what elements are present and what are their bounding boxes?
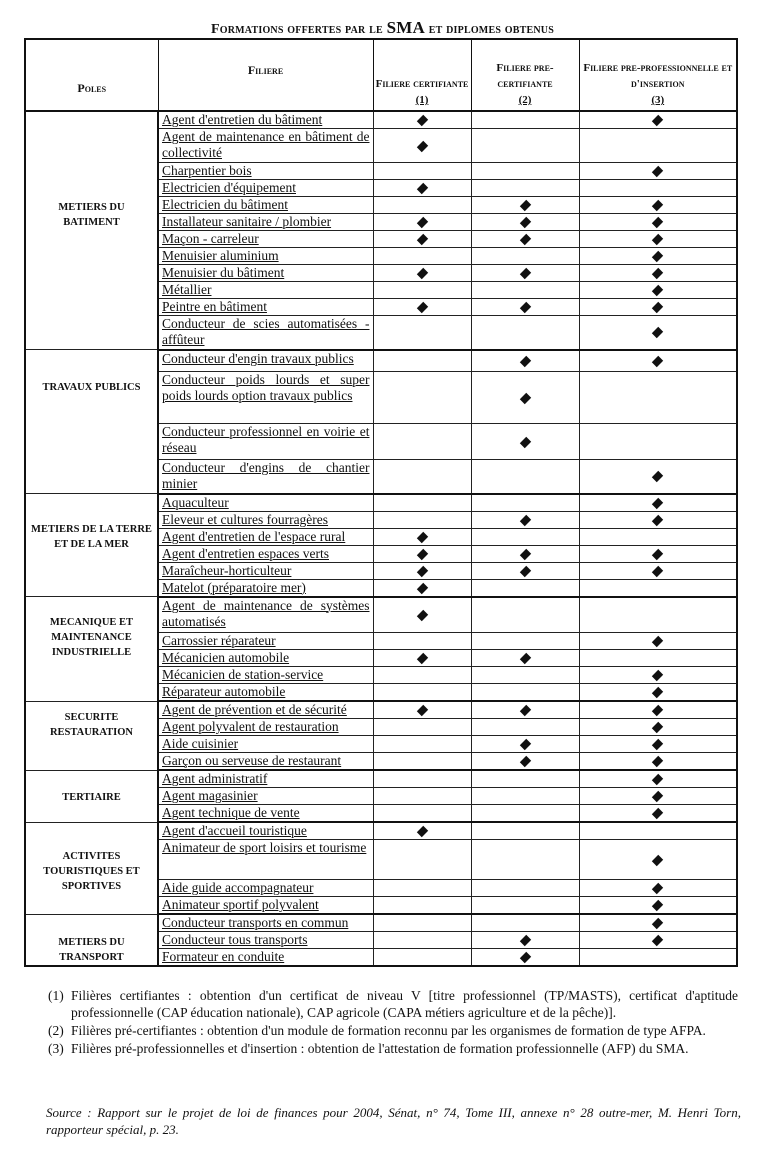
diamond-icon xyxy=(416,302,427,313)
diamond-icon xyxy=(416,140,427,151)
diamond-icon xyxy=(652,497,663,508)
diamond-icon xyxy=(652,918,663,929)
mark-cell-col2 xyxy=(471,231,579,248)
diamond-icon xyxy=(652,356,663,367)
header-col2 xyxy=(471,39,579,111)
title-part: Formations offertes par le xyxy=(211,22,387,37)
footnote-number: (3) xyxy=(48,1041,64,1056)
diamond-icon xyxy=(519,952,530,963)
mark-cell-col2 xyxy=(471,197,579,214)
diamond-icon xyxy=(519,756,530,767)
filiere-cell: Conducteur de scies automatisées - affûteur xyxy=(158,316,373,350)
diamond-icon xyxy=(652,565,663,576)
filiere-cell: Conducteur poids lourds et super poids lourds option travaux publics xyxy=(158,372,373,424)
diamond-icon xyxy=(519,705,530,716)
mark-cell-col3 xyxy=(579,932,737,949)
mark-cell-col2 xyxy=(471,562,579,579)
mark-cell-col1 xyxy=(373,511,471,528)
mark-cell-col2 xyxy=(471,316,579,350)
diamond-icon xyxy=(519,217,530,228)
mark-cell-col1 xyxy=(373,129,471,163)
pole-cell: TERTIAIRE xyxy=(25,770,158,822)
filiere-cell: Agent d'entretien espaces verts xyxy=(158,545,373,562)
diamond-icon xyxy=(652,251,663,262)
diamond-icon xyxy=(519,548,530,559)
mark-cell-col3 xyxy=(579,214,737,231)
diamond-icon xyxy=(416,705,427,716)
mark-cell-col1 xyxy=(373,914,471,932)
mark-cell-col1 xyxy=(373,562,471,579)
mark-cell-col2 xyxy=(471,932,579,949)
diamond-icon xyxy=(652,808,663,819)
mark-cell-col3 xyxy=(579,949,737,967)
filiere-cell: Mécanicien de station-service xyxy=(158,667,373,684)
mark-cell-col1 xyxy=(373,949,471,967)
diamond-icon xyxy=(416,183,427,194)
diamond-icon xyxy=(652,791,663,802)
header-poles: Poles xyxy=(25,39,158,111)
filiere-cell: Formateur en conduite xyxy=(158,949,373,967)
filiere-cell: Agent polyvalent de restauration xyxy=(158,719,373,736)
diamond-icon xyxy=(519,268,530,279)
header-col1-num: (1) xyxy=(415,94,429,106)
mark-cell-col1 xyxy=(373,316,471,350)
diamond-icon xyxy=(519,653,530,664)
filiere-cell: Agent de maintenance en bâtiment de collectivité xyxy=(158,129,373,163)
diamond-icon xyxy=(519,356,530,367)
header-col3 xyxy=(579,39,737,111)
mark-cell-col3 xyxy=(579,701,737,719)
diamond-icon xyxy=(416,610,427,621)
mark-cell-col1 xyxy=(373,667,471,684)
filiere-cell: Agent magasinier xyxy=(158,788,373,805)
filiere-cell: Métallier xyxy=(158,282,373,299)
mark-cell-col1 xyxy=(373,111,471,129)
filiere-cell: Matelot (préparatoire mer) xyxy=(158,579,373,597)
mark-cell-col3 xyxy=(579,914,737,932)
diamond-icon xyxy=(519,302,530,313)
filiere-cell: Menuisier du bâtiment xyxy=(158,265,373,282)
diamond-icon xyxy=(519,935,530,946)
diamond-icon xyxy=(416,268,427,279)
filiere-cell: Agent d'entretien de l'espace rural xyxy=(158,528,373,545)
mark-cell-col1 xyxy=(373,180,471,197)
mark-cell-col3 xyxy=(579,316,737,350)
mark-cell-col2 xyxy=(471,650,579,667)
mark-cell-col2 xyxy=(471,214,579,231)
filiere-cell: Conducteur tous transports xyxy=(158,932,373,949)
mark-cell-col3 xyxy=(579,562,737,579)
mark-cell-col1 xyxy=(373,897,471,915)
mark-cell-col1 xyxy=(373,932,471,949)
table-row xyxy=(25,494,737,512)
pole-cell: MECANIQUE ET MAINTENANCE INDUSTRIELLE xyxy=(25,597,158,702)
footnote-text: Filières pré-certifiantes : obtention d'un module de formation reconnu par les organismes de formation de type AFPA. xyxy=(71,1023,706,1038)
source-citation: Source : Rapport sur le projet de loi de finances pour 2004, Sénat, n° 74, Tome III, annexe n° 28 outre-mer, M. Henri Torn, rapporteur spécial, p. 23. xyxy=(46,1105,741,1137)
header-filiere: Filiere xyxy=(158,39,373,111)
mark-cell-col3 xyxy=(579,788,737,805)
mark-cell-col1 xyxy=(373,822,471,840)
mark-cell-col3 xyxy=(579,350,737,372)
header-col2-label: Filiere pre-certifiante xyxy=(496,62,554,90)
filiere-cell: Animateur de sport loisirs et tourisme xyxy=(158,840,373,880)
mark-cell-col2 xyxy=(471,840,579,880)
mark-cell-col1 xyxy=(373,788,471,805)
mark-cell-col2 xyxy=(471,129,579,163)
filiere-cell: Menuisier aluminium xyxy=(158,248,373,265)
header-col2-num: (2) xyxy=(518,94,532,106)
mark-cell-col1 xyxy=(373,372,471,424)
mark-cell-col1 xyxy=(373,214,471,231)
mark-cell-col2 xyxy=(471,770,579,788)
mark-cell-col3 xyxy=(579,736,737,753)
mark-cell-col2 xyxy=(471,949,579,967)
mark-cell-col3 xyxy=(579,840,737,880)
mark-cell-col1 xyxy=(373,248,471,265)
mark-cell-col2 xyxy=(471,579,579,597)
diamond-icon xyxy=(652,722,663,733)
mark-cell-col1 xyxy=(373,545,471,562)
pole-cell: METIERS DE LA TERRE ET DE LA MER xyxy=(25,494,158,597)
filiere-cell: Animateur sportif polyvalent xyxy=(158,897,373,915)
filiere-cell: Agent administratif xyxy=(158,770,373,788)
filiere-cell: Conducteur d'engins de chantier minier xyxy=(158,460,373,494)
diamond-icon xyxy=(519,739,530,750)
mark-cell-col3 xyxy=(579,633,737,650)
mark-cell-col3 xyxy=(579,511,737,528)
filiere-cell: Garçon ou serveuse de restaurant xyxy=(158,753,373,771)
filiere-cell: Aide guide accompagnateur xyxy=(158,880,373,897)
table-row xyxy=(25,770,737,788)
footnote-number: (1) xyxy=(48,988,64,1003)
mark-cell-col2 xyxy=(471,684,579,702)
diamond-icon xyxy=(652,670,663,681)
mark-cell-col2 xyxy=(471,897,579,915)
mark-cell-col1 xyxy=(373,753,471,771)
footnote xyxy=(48,1022,738,1039)
diamond-icon xyxy=(652,471,663,482)
mark-cell-col2 xyxy=(471,805,579,823)
mark-cell-col3 xyxy=(579,822,737,840)
mark-cell-col3 xyxy=(579,299,737,316)
table-body xyxy=(25,111,737,966)
diamond-icon xyxy=(416,565,427,576)
footnote-number: (2) xyxy=(48,1023,64,1038)
pole-cell: SECURITE RESTAURATION xyxy=(25,701,158,770)
diamond-icon xyxy=(416,531,427,542)
filiere-cell: Agent de prévention et de sécurité xyxy=(158,701,373,719)
table-row xyxy=(25,822,737,840)
mark-cell-col3 xyxy=(579,528,737,545)
mark-cell-col2 xyxy=(471,880,579,897)
diamond-icon xyxy=(652,705,663,716)
mark-cell-col1 xyxy=(373,650,471,667)
mark-cell-col1 xyxy=(373,528,471,545)
mark-cell-col1 xyxy=(373,163,471,180)
mark-cell-col3 xyxy=(579,282,737,299)
title-part: et diplomes obtenus xyxy=(425,22,554,37)
mark-cell-col1 xyxy=(373,840,471,880)
diamond-icon xyxy=(652,115,663,126)
title-sma: SMA xyxy=(386,18,425,37)
mark-cell-col3 xyxy=(579,805,737,823)
footnote xyxy=(48,1040,738,1057)
diamond-icon xyxy=(652,234,663,245)
filiere-cell: Electricien d'équipement xyxy=(158,180,373,197)
filiere-cell: Carrossier réparateur xyxy=(158,633,373,650)
mark-cell-col2 xyxy=(471,753,579,771)
mark-cell-col3 xyxy=(579,197,737,214)
mark-cell-col3 xyxy=(579,650,737,667)
page-title xyxy=(0,18,765,38)
mark-cell-col3 xyxy=(579,265,737,282)
mark-cell-col1 xyxy=(373,494,471,512)
mark-cell-col2 xyxy=(471,460,579,494)
mark-cell-col3 xyxy=(579,231,737,248)
mark-cell-col2 xyxy=(471,265,579,282)
mark-cell-col2 xyxy=(471,248,579,265)
header-col1 xyxy=(373,39,471,111)
mark-cell-col2 xyxy=(471,282,579,299)
diamond-icon xyxy=(652,774,663,785)
filiere-cell: Maraîcheur-horticulteur xyxy=(158,562,373,579)
pole-cell: METIERS DU TRANSPORT xyxy=(25,914,158,966)
mark-cell-col2 xyxy=(471,350,579,372)
filiere-cell: Eleveur et cultures fourragères xyxy=(158,511,373,528)
mark-cell-col2 xyxy=(471,719,579,736)
filiere-cell: Installateur sanitaire / plombier xyxy=(158,214,373,231)
header-col3-num: (3) xyxy=(651,94,665,106)
mark-cell-col3 xyxy=(579,880,737,897)
diamond-icon xyxy=(652,900,663,911)
diamond-icon xyxy=(652,636,663,647)
mark-cell-col2 xyxy=(471,494,579,512)
diamond-icon xyxy=(519,565,530,576)
header-col1-label: Filiere certifiante xyxy=(375,78,469,90)
filiere-cell: Aide cuisinier xyxy=(158,736,373,753)
mark-cell-col1 xyxy=(373,460,471,494)
mark-cell-col1 xyxy=(373,231,471,248)
table-row xyxy=(25,111,737,129)
mark-cell-col3 xyxy=(579,424,737,460)
mark-cell-col1 xyxy=(373,736,471,753)
mark-cell-col2 xyxy=(471,597,579,633)
mark-cell-col3 xyxy=(579,163,737,180)
diamond-icon xyxy=(652,883,663,894)
mark-cell-col3 xyxy=(579,770,737,788)
diamond-icon xyxy=(416,653,427,664)
mark-cell-col3 xyxy=(579,667,737,684)
mark-cell-col2 xyxy=(471,822,579,840)
mark-cell-col1 xyxy=(373,424,471,460)
diamond-icon xyxy=(416,826,427,837)
mark-cell-col2 xyxy=(471,528,579,545)
mark-cell-col3 xyxy=(579,111,737,129)
mark-cell-col1 xyxy=(373,701,471,719)
diamond-icon xyxy=(416,234,427,245)
filiere-cell: Mécanicien automobile xyxy=(158,650,373,667)
table-row xyxy=(25,914,737,932)
mark-cell-col2 xyxy=(471,111,579,129)
mark-cell-col1 xyxy=(373,265,471,282)
mark-cell-col3 xyxy=(579,180,737,197)
filiere-cell: Maçon - carreleur xyxy=(158,231,373,248)
mark-cell-col1 xyxy=(373,282,471,299)
mark-cell-col3 xyxy=(579,597,737,633)
mark-cell-col1 xyxy=(373,684,471,702)
diamond-icon xyxy=(652,756,663,767)
mark-cell-col2 xyxy=(471,163,579,180)
mark-cell-col1 xyxy=(373,770,471,788)
mark-cell-col3 xyxy=(579,897,737,915)
table-row xyxy=(25,597,737,633)
mark-cell-col1 xyxy=(373,579,471,597)
pole-cell: ACTIVITES TOURISTIQUES ET SPORTIVES xyxy=(25,822,158,914)
diamond-icon xyxy=(416,217,427,228)
diamond-icon xyxy=(652,548,663,559)
diamond-icon xyxy=(519,234,530,245)
diamond-icon xyxy=(652,285,663,296)
filiere-cell: Conducteur professionnel en voirie et réseau xyxy=(158,424,373,460)
filiere-cell: Electricien du bâtiment xyxy=(158,197,373,214)
diamond-icon xyxy=(652,687,663,698)
footnotes xyxy=(48,987,738,1058)
header-col3-label: Filiere pre-professionnelle et d'insertion xyxy=(583,62,733,90)
diamond-icon xyxy=(519,200,530,211)
mark-cell-col3 xyxy=(579,248,737,265)
mark-cell-col1 xyxy=(373,597,471,633)
diamond-icon xyxy=(652,268,663,279)
mark-cell-col2 xyxy=(471,633,579,650)
filiere-cell: Agent d'entretien du bâtiment xyxy=(158,111,373,129)
mark-cell-col2 xyxy=(471,545,579,562)
filiere-cell: Agent d'accueil touristique xyxy=(158,822,373,840)
mark-cell-col3 xyxy=(579,460,737,494)
diamond-icon xyxy=(652,854,663,865)
header-row xyxy=(25,39,737,111)
mark-cell-col2 xyxy=(471,180,579,197)
filiere-cell: Réparateur automobile xyxy=(158,684,373,702)
diamond-icon xyxy=(416,548,427,559)
diamond-icon xyxy=(652,302,663,313)
filiere-cell: Conducteur d'engin travaux publics xyxy=(158,350,373,372)
table-row xyxy=(25,350,737,372)
footnote-text: Filières pré-professionnelles et d'insertion : obtention de l'attestation de formation professionnelle (AFP) du SMA. xyxy=(71,1041,689,1056)
table-row xyxy=(25,701,737,719)
mark-cell-col2 xyxy=(471,788,579,805)
mark-cell-col3 xyxy=(579,719,737,736)
mark-cell-col3 xyxy=(579,684,737,702)
mark-cell-col1 xyxy=(373,350,471,372)
diamond-icon xyxy=(652,200,663,211)
diamond-icon xyxy=(416,582,427,593)
mark-cell-col1 xyxy=(373,633,471,650)
mark-cell-col2 xyxy=(471,372,579,424)
diamond-icon xyxy=(652,514,663,525)
footnote xyxy=(48,987,738,1021)
diamond-icon xyxy=(652,217,663,228)
mark-cell-col2 xyxy=(471,701,579,719)
filiere-cell: Agent de maintenance de systèmes automatisés xyxy=(158,597,373,633)
mark-cell-col2 xyxy=(471,667,579,684)
diamond-icon xyxy=(652,935,663,946)
mark-cell-col1 xyxy=(373,299,471,316)
formations-table xyxy=(24,38,738,967)
footnote-text: Filières certifiantes : obtention d'un certificat de niveau V [titre professionnel (TP/MASTS), certificat d'aptitude professionnelle (CAP éducation nationale), CAP agricole (CAPA métiers agriculture et de la pêche)]. xyxy=(71,988,738,1020)
mark-cell-col1 xyxy=(373,880,471,897)
mark-cell-col2 xyxy=(471,299,579,316)
diamond-icon xyxy=(519,392,530,403)
diamond-icon xyxy=(652,327,663,338)
mark-cell-col2 xyxy=(471,424,579,460)
mark-cell-col3 xyxy=(579,129,737,163)
mark-cell-col3 xyxy=(579,753,737,771)
diamond-icon xyxy=(652,166,663,177)
mark-cell-col2 xyxy=(471,736,579,753)
mark-cell-col1 xyxy=(373,197,471,214)
filiere-cell: Aquaculteur xyxy=(158,494,373,512)
mark-cell-col3 xyxy=(579,494,737,512)
diamond-icon xyxy=(519,436,530,447)
filiere-cell: Conducteur transports en commun xyxy=(158,914,373,932)
mark-cell-col3 xyxy=(579,545,737,562)
mark-cell-col1 xyxy=(373,719,471,736)
diamond-icon xyxy=(519,514,530,525)
pole-cell: TRAVAUX PUBLICS xyxy=(25,350,158,494)
filiere-cell: Charpentier bois xyxy=(158,163,373,180)
diamond-icon xyxy=(416,115,427,126)
mark-cell-col3 xyxy=(579,579,737,597)
filiere-cell: Agent technique de vente xyxy=(158,805,373,823)
diamond-icon xyxy=(652,739,663,750)
filiere-cell: Peintre en bâtiment xyxy=(158,299,373,316)
mark-cell-col1 xyxy=(373,805,471,823)
pole-cell: METIERS DU BATIMENT xyxy=(25,111,158,350)
mark-cell-col3 xyxy=(579,372,737,424)
mark-cell-col2 xyxy=(471,511,579,528)
mark-cell-col2 xyxy=(471,914,579,932)
